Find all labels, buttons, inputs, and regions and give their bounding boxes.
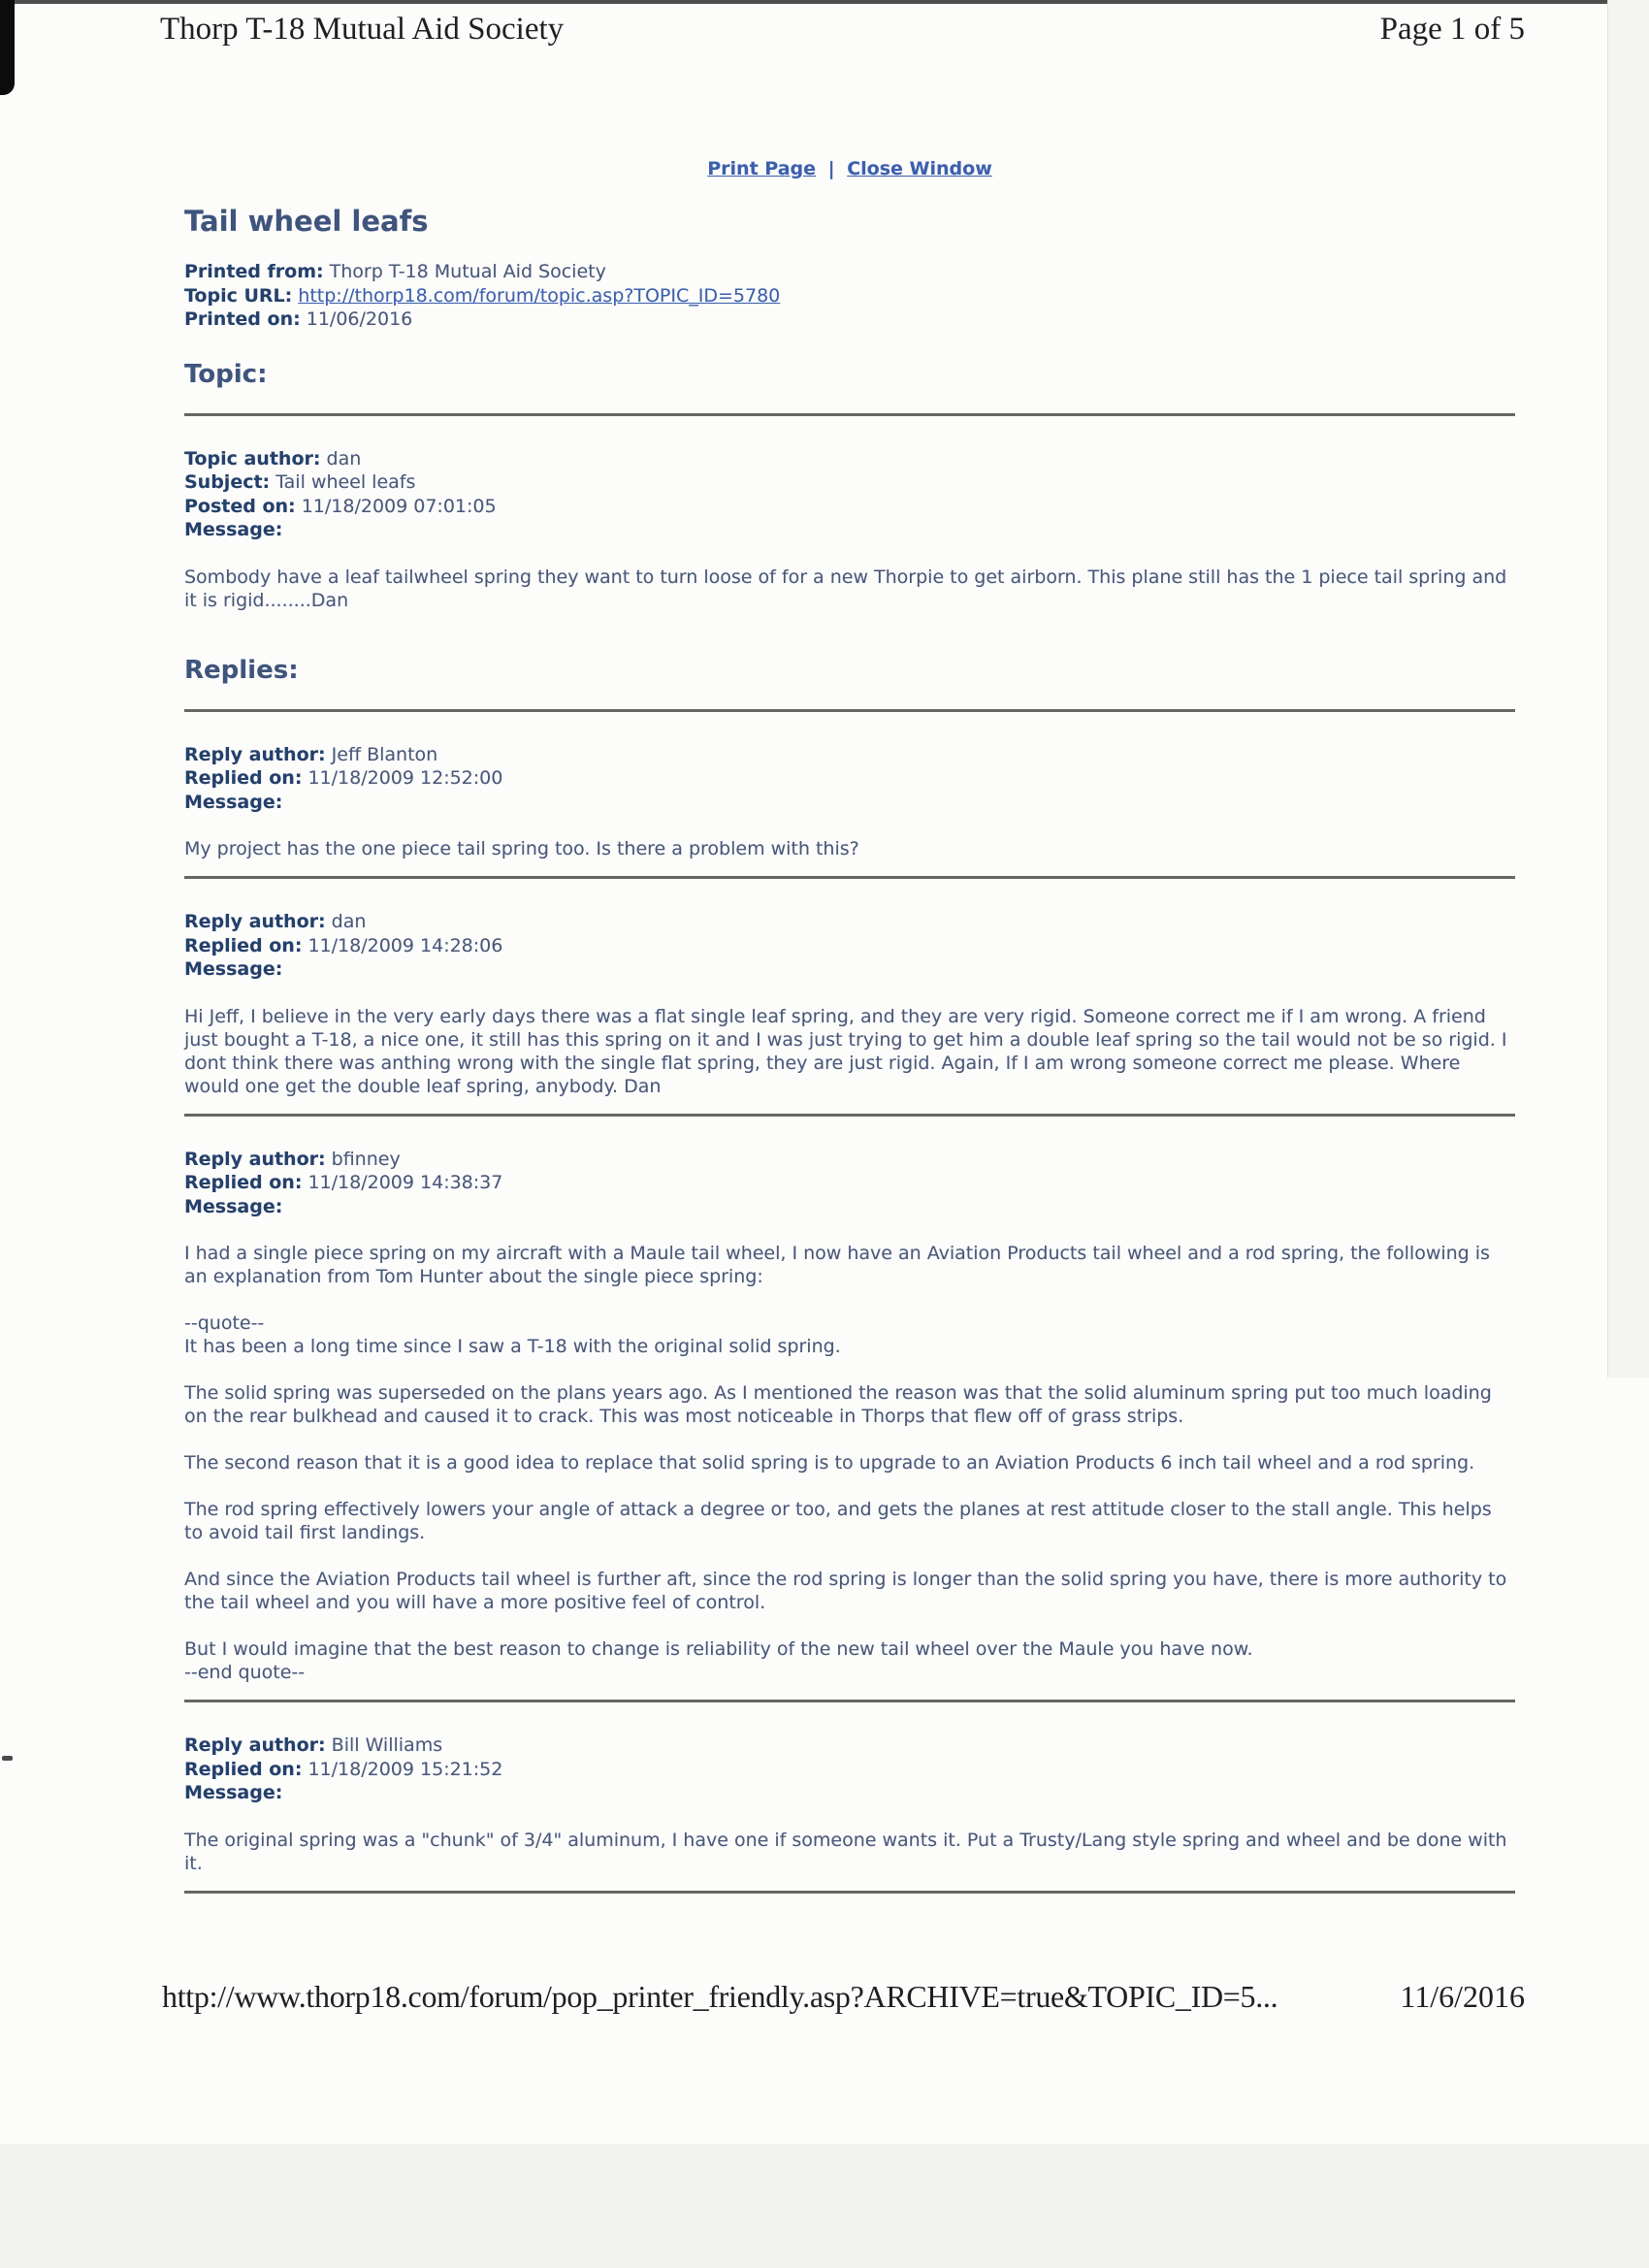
reply-author-label: Reply author: [184,1148,326,1170]
link-separator: | [827,158,835,179]
topic-url-row [184,284,1515,308]
replied-on-value: 11/18/2009 12:52:00 [307,767,503,789]
reply-message [184,1005,1515,1098]
message-paragraph: Hi Jeff, I believe in the very early days there was a flat single leaf spring, and they are very rigid. Someone correct me if I am wrong. A friend just bought a T-18, a nice one, it still has this spring on it and I was just trying to get him a double leaf spring so the tail would not be so rigid. I dont think there was anthing wrong with the single flat spring, they are just rigid. Again, If I am wrong someone correct me please. Where would one get the double leaf spring, anybody. Dan [184,1005,1507,1097]
message-label: Message: [184,958,283,980]
message-paragraph: The solid spring was superseded on the plans years ago. As I mentioned the reason was that the solid aluminum spring put too much loading on the rear bulkhead and caused it to crack. This was most noticeable in Thorps that flew off of grass strips. [184,1382,1492,1427]
replies-section-heading: Replies: [184,655,299,685]
message-paragraph: The rod spring effectively lowers your angle of attack a degree or too, and gets the planes at rest attitude closer to the stall angle. This helps to avoid tail first landings. [184,1499,1492,1543]
message-paragraph: I had a single piece spring on my aircraft with a Maule tail wheel, I now have an Aviation Products tail wheel and a rod spring, the following is an explanation from Tom Hunter about the single piece spring: [184,1243,1490,1287]
reply-post-4 [184,1733,1515,1891]
scan-artifact-bottom-band [0,2144,1649,2268]
subject-value: Tail wheel leafs [275,471,416,493]
message-label: Message: [184,519,283,540]
print-footer [162,1979,1525,2015]
message-label: Message: [184,1195,283,1217]
topic-section-heading: Topic: [184,359,268,389]
posted-on-value: 11/18/2009 07:01:05 [301,495,497,517]
reply-message [184,837,1515,860]
reply-author-label: Reply author: [184,911,326,932]
replied-on-label: Replied on: [184,934,303,956]
message-paragraph: And since the Aviation Products tail wheel is further aft, since the rod spring is longer than the solid spring you have, there is more authority to the tail wheel and you will have a more positive feel of control. [184,1569,1507,1613]
topic-url-link[interactable]: http://thorp18.com/forum/topic.asp?TOPIC_ID=5780 [298,284,781,307]
section-divider [184,413,1515,416]
message-paragraph: The original spring was a "chunk" of 3/4" aluminum, I have one if someone wants it. Put a Trusty/Lang style spring and wheel and be done with it. [184,1829,1507,1874]
posted-on-label: Posted on: [184,495,296,517]
reply-meta [184,910,1515,982]
post-divider [184,1700,1515,1702]
replied-on-value: 11/18/2009 14:28:06 [307,934,503,956]
reply-author-value: dan [331,911,367,932]
message-paragraph: --quote-- It has been a long time since I saw a T-18 with the original solid spring. [184,1312,841,1357]
printed-from-label: Printed from: [184,261,324,282]
section-divider [184,709,1515,712]
message-paragraph: Sombody have a leaf tailwheel spring they want to turn loose of for a new Thorpie to get airborn. This plane still has the 1 piece tail spring and it is rigid........Dan [184,566,1507,611]
topic-author-value: dan [326,447,362,470]
reply-author-value: Bill Williams [331,1734,443,1756]
message-paragraph: The second reason that it is a good idea to replace that solid spring is to upgrade to an Aviation Products 6 inch tail wheel and a rod spring. [184,1452,1475,1474]
topic-url-label: Topic URL: [184,284,293,307]
printed-from-row [184,260,1515,284]
replied-on-label: Replied on: [184,1172,303,1193]
printed-on-row [184,308,1515,332]
reply-author-value: bfinney [331,1148,401,1170]
post-divider [184,1891,1515,1894]
message-label: Message: [184,1782,283,1803]
print-footer-date: 11/6/2016 [1400,1979,1525,2014]
replied-on-value: 11/18/2009 15:21:52 [307,1758,503,1780]
reply-meta [184,743,1515,815]
reply-post-1 [184,743,1515,877]
reply-message [184,1242,1515,1684]
topic-post-meta [184,447,1515,542]
topic-message [184,566,1515,612]
scan-artifact-left-dash [2,1756,13,1761]
reply-author-value: Jeff Blanton [331,743,438,765]
topic-title: Tail wheel leafs [184,205,429,238]
toolbar [184,157,1515,180]
printed-on-value: 11/06/2016 [306,308,413,330]
reply-post-2 [184,910,1515,1114]
subject-label: Subject: [184,471,271,493]
topic-post [184,447,1515,628]
scan-artifact-top-edge [0,0,1649,4]
topic-print-page [184,157,1515,1894]
message-label: Message: [184,791,283,813]
reply-message [184,1829,1515,1875]
close-window-link[interactable]: Close Window [847,158,992,179]
print-header-site-title: Thorp T-18 Mutual Aid Society [160,12,565,47]
message-paragraph: But I would imagine that the best reason to change is reliability of the new tail wheel over the Maule you have now. --end quote-- [184,1638,1253,1683]
reply-author-label: Reply author: [184,743,326,765]
replied-on-value: 11/18/2009 14:38:37 [307,1172,503,1193]
post-divider [184,876,1515,879]
scan-artifact-right-band [1607,0,1649,1377]
printed-from-value: Thorp T-18 Mutual Aid Society [329,261,606,282]
reply-author-label: Reply author: [184,1734,326,1756]
print-header-page-number: Page 1 of 5 [1379,12,1525,47]
replied-on-label: Replied on: [184,1758,303,1780]
reply-meta [184,1148,1515,1219]
message-paragraph: My project has the one piece tail spring too. Is there a problem with this? [184,838,859,859]
printed-on-label: Printed on: [184,308,301,330]
topic-author-label: Topic author: [184,447,321,470]
print-header [160,12,1525,48]
scan-artifact-left-bar [0,0,15,95]
printed-info-block [184,260,1515,332]
print-page-link[interactable]: Print Page [707,158,817,179]
reply-post-3 [184,1148,1515,1701]
print-footer-url: http://www.thorp18.com/forum/pop_printer_friendly.asp?ARCHIVE=true&TOPIC_ID=5... [162,1979,1278,2014]
post-divider [184,1114,1515,1117]
reply-meta [184,1733,1515,1805]
replied-on-label: Replied on: [184,767,303,789]
